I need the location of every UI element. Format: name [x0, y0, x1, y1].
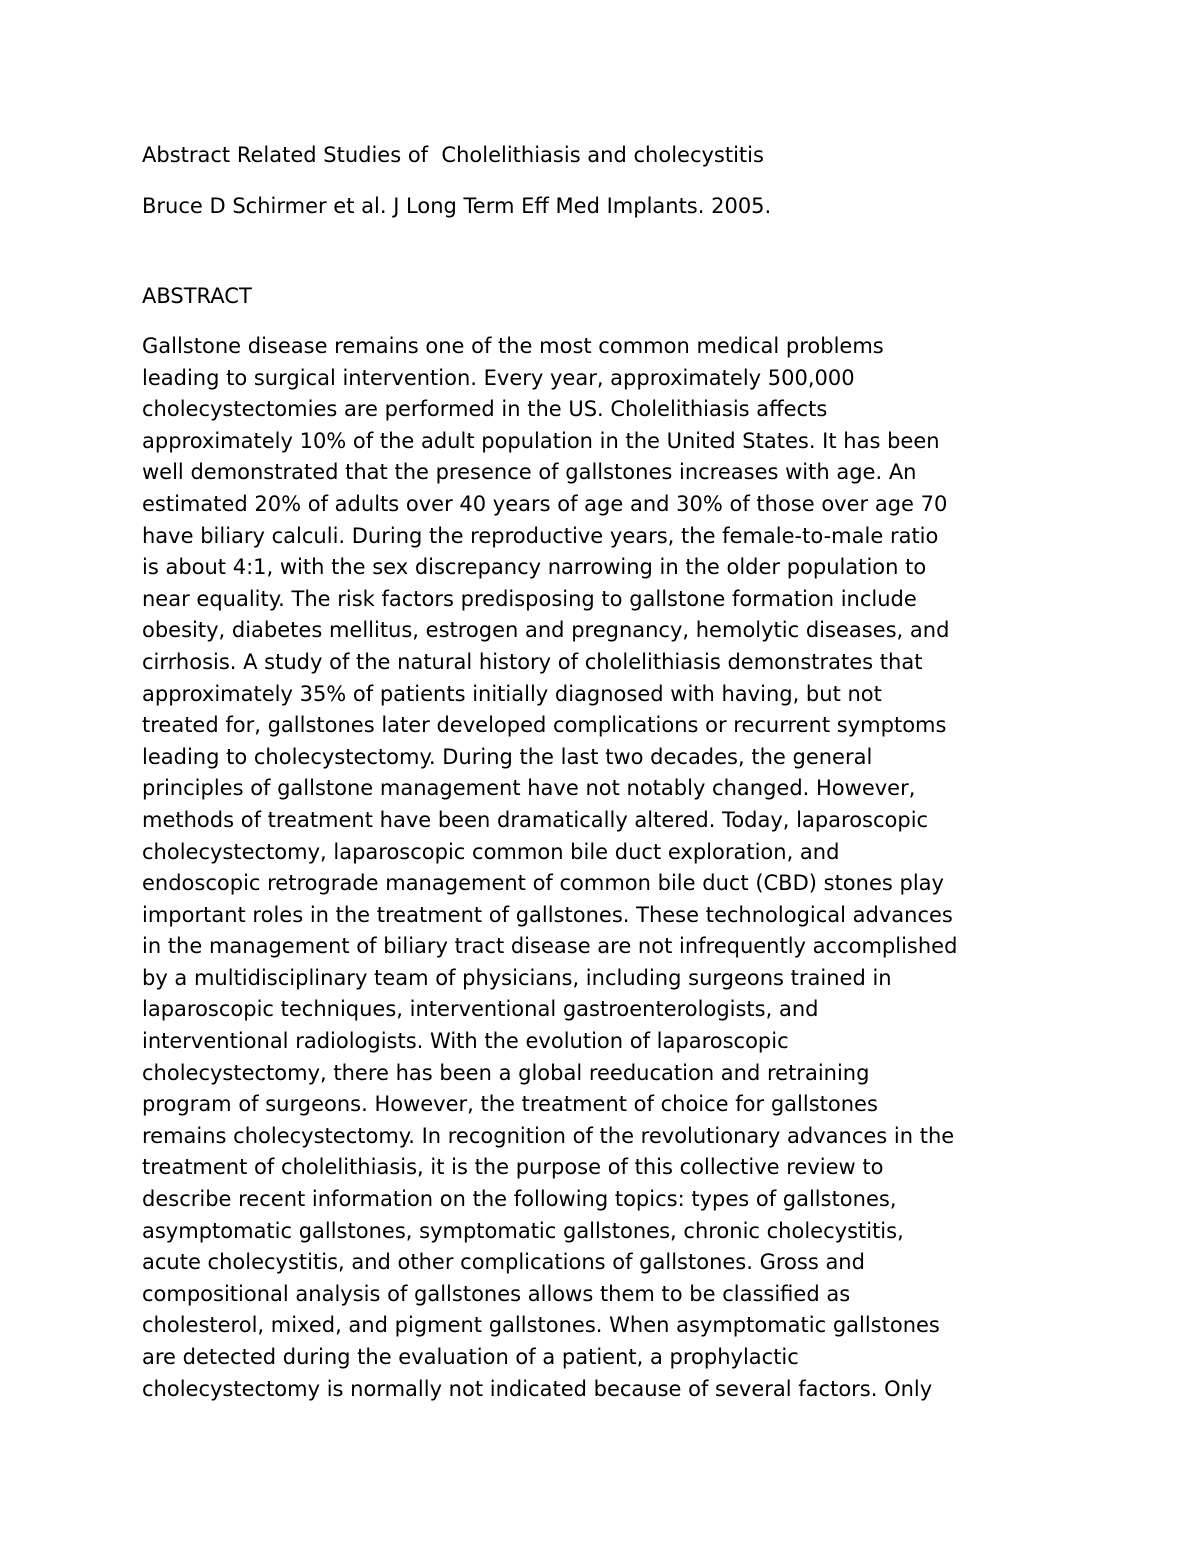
body-line: interventional radiologists. With the evolution of laparoscopic [142, 1029, 789, 1054]
body-line: cholecystectomy is normally not indicated because of several factors. Only [142, 1376, 933, 1401]
body-line: cholecystectomies are performed in the US. Cholelithiasis affects [142, 397, 828, 422]
body-line: important roles in the treatment of gallstones. These technological advances [142, 902, 953, 927]
body-line: Gallstone disease remains one of the most common medical problems [142, 334, 884, 358]
body-line: near equality. The risk factors predisposing to gallstone formation include [142, 586, 917, 611]
body-line: remains cholecystectomy. In recognition of the revolutionary advances in the [142, 1123, 955, 1148]
body-line: cirrhosis. A study of the natural history of cholelithiasis demonstrates that [142, 649, 923, 674]
body-line: leading to surgical intervention. Every year, approximately 500,000 [142, 365, 855, 390]
body-line: cholecystectomy, laparoscopic common bile duct exploration, and [142, 839, 840, 864]
body-line: in the management of biliary tract disease are not infrequently accomplished [142, 934, 958, 959]
body-line: by a multidisciplinary team of physicians, including surgeons trained in [142, 965, 892, 990]
body-line: describe recent information on the following topics: types of gallstones, [142, 1187, 897, 1212]
body-line: asymptomatic gallstones, symptomatic gallstones, chronic cholecystitis, [142, 1218, 904, 1243]
body-line: obesity, diabetes mellitus, estrogen and pregnancy, hemolytic diseases, and [142, 618, 950, 643]
citation-line: Bruce D Schirmer et al. J Long Term Eff Med Implants. 2005. [142, 194, 772, 218]
body-line: cholecystectomy, there has been a global reeducation and retraining [142, 1060, 870, 1085]
body-line: principles of gallstone management have not notably changed. However, [142, 776, 916, 801]
body-line: is about 4:1, with the sex discrepancy narrowing in the older population to [142, 555, 927, 580]
body-line: cholesterol, mixed, and pigment gallstones. When asymptomatic gallstones [142, 1313, 940, 1338]
body-line: are detected during the evaluation of a patient, a prophylactic [142, 1345, 799, 1369]
body-line: leading to cholecystectomy. During the last two decades, the general [142, 744, 873, 769]
body-line: approximately 10% of the adult population in the United States. It has been [142, 428, 940, 453]
abstract-body [142, 331, 1062, 1405]
body-line: approximately 35% of patients initially diagnosed with having, but not [142, 681, 882, 706]
body-line: laparoscopic techniques, interventional gastroenterologists, and [142, 997, 819, 1022]
body-line: estimated 20% of adults over 40 years of age and 30% of those over age 70 [142, 491, 948, 516]
body-line: endoscopic retrograde management of common bile duct (CBD) stones play [142, 871, 944, 896]
body-line: well demonstrated that the presence of gallstones increases with age. An [142, 460, 917, 485]
body-line: compositional analysis of gallstones allows them to be classified as [142, 1281, 851, 1306]
document-title: Abstract Related Studies of Cholelithiasis and cholecystitis [142, 143, 764, 167]
section-heading: ABSTRACT [142, 284, 252, 308]
body-line: have biliary calculi. During the reproductive years, the female-to-male ratio [142, 523, 939, 548]
body-line: program of surgeons. However, the treatment of choice for gallstones [142, 1092, 878, 1117]
body-line: methods of treatment have been dramatically altered. Today, laparoscopic [142, 807, 929, 832]
body-line: acute cholecystitis, and other complications of gallstones. Gross and [142, 1250, 865, 1275]
body-line: treated for, gallstones later developed complications or recurrent symptoms [142, 713, 947, 738]
body-line: treatment of cholelithiasis, it is the purpose of this collective review to [142, 1155, 884, 1180]
